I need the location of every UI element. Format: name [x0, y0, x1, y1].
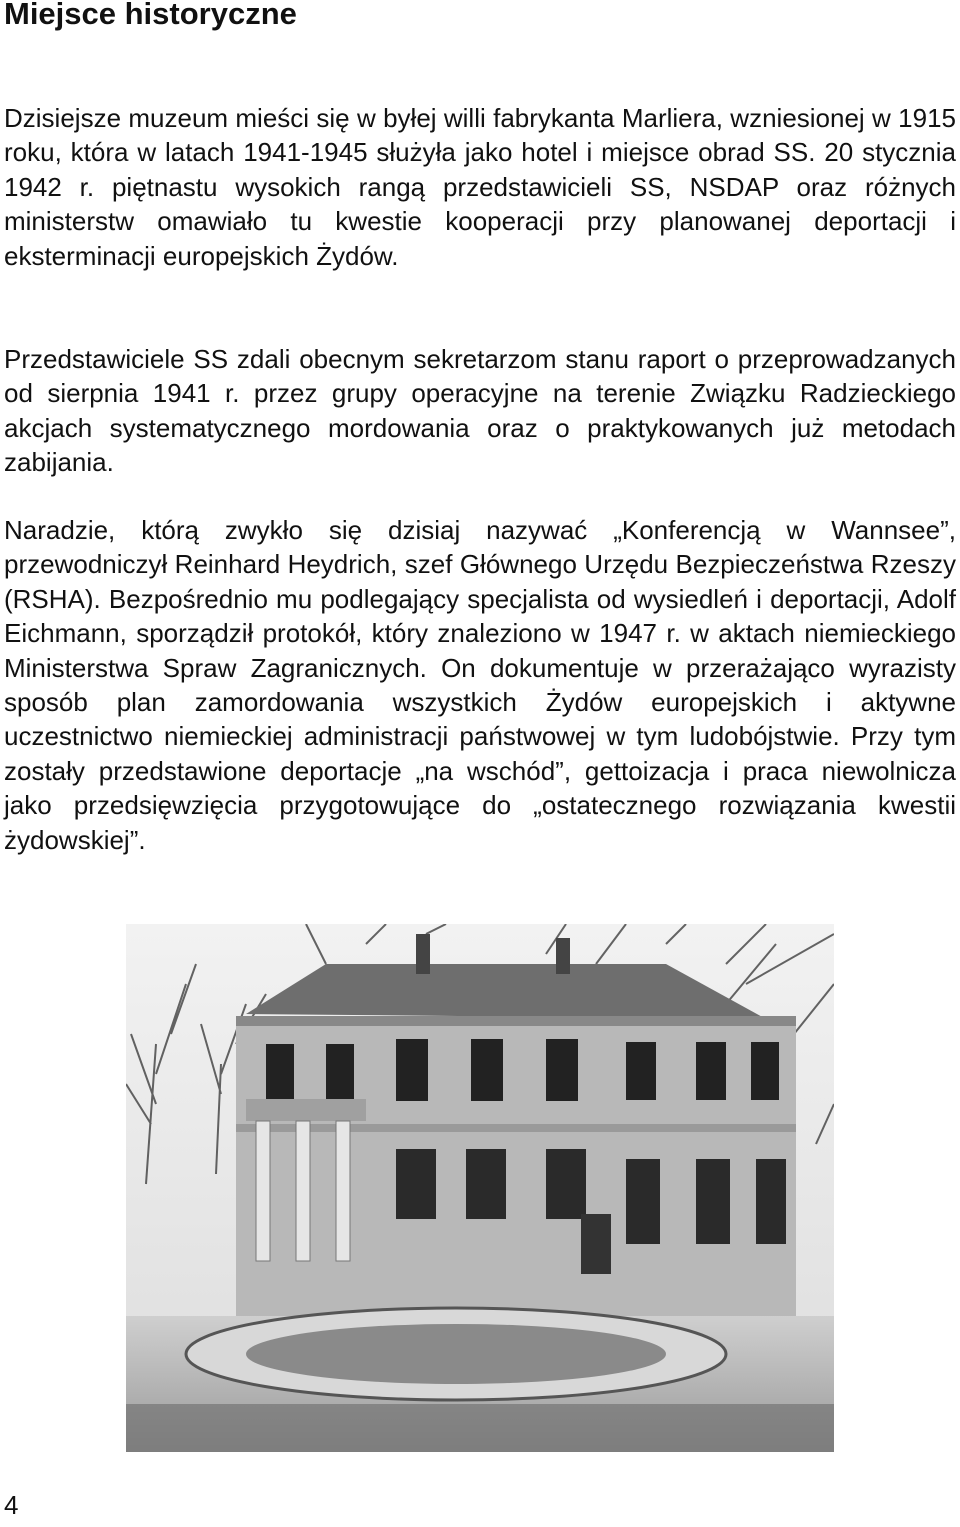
page-title: Miejsce historyczne [4, 0, 297, 31]
page-number: 4 [4, 1490, 19, 1520]
paragraph-wannsee-conference: Naradzie, którą zwykło się dzisiaj nazywać „Konferencją w Wannsee”, przewodniczył Reinhard Heydrich, szef Głównego Urzędu Bezpieczeństwa Rzeszy (RSHA). Bezpośrednio mu podlegający specjalista od wysiedleń i deportacji, Adolf Eichmann, sporządził protokół, który znaleziono w 1947 r. w aktach niemieckiego Ministerstwa Spraw Zagranicznych. On dokumentuje w przerażająco wyrazisty sposób plan zamordowania wszystkich Żydów europejskich i aktywne uczestnictwo niemieckiej administracji państwowej w tym ludobójstwie. Przy tym zostały przedstawione deportacje „na wschód”, gettoizacja i praca niewolnicza jako przedsięwzięcia przygotowujące do „ostatecznego rozwiązania kwestii żydowskiej”. [4, 515, 956, 855]
paragraph-villa-history: Dzisiejsze muzeum mieści się w byłej willi fabrykanta Marliera, wzniesionej w 1915 roku, która w latach 1941-1945 służyła jako hotel i miejsce obrad SS. 20 stycznia 1942 r. piętnastu wysokich rangą przedstawicieli SS, NSDAP oraz różnych ministerstw omawiało tu kwestie kooperacji przy planowanej deportacji i eksterminacji europejskich Żydów. [4, 103, 956, 271]
paragraph-ss-report: Przedstawiciele SS zdali obecnym sekretarzom stanu raport o przeprowadzanych od sierpnia 1941 r. przez grupy operacyjne na terenie Związku Radzieckiego akcjach systematycznego mordowania oraz o praktykowanych już metodach zabijania. [4, 344, 956, 478]
villa-photo [126, 924, 834, 1452]
